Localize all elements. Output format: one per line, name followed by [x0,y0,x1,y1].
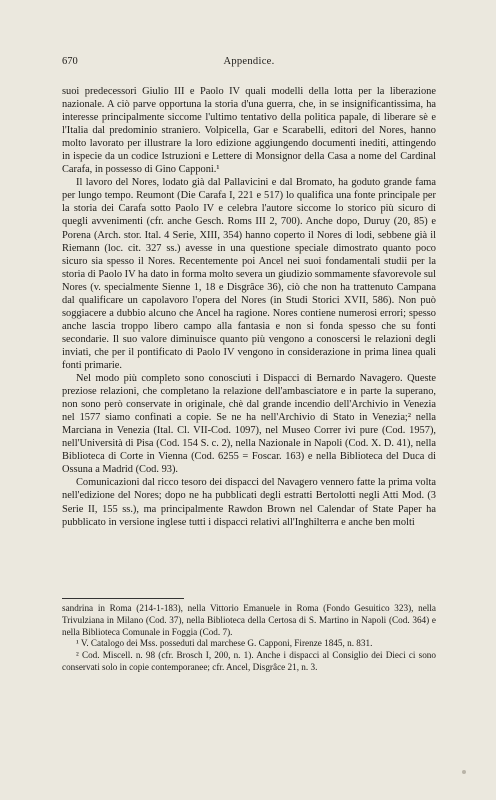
page-number: 670 [62,56,78,67]
footnote-continuation: sandrina in Roma (214-1-183), nella Vittorio Emanuele in Roma (Fondo Gesuitico 323), nella Trivulziana in Milano (Cod. 37), nella Biblioteca della Certosa di S. Martino in Napoli (Cod. 364) e nella Biblioteca Comunale in Foggia (Cod. 7). [62,603,436,637]
footnote-2: ² Cod. Miscell. n. 98 (cfr. Brosch I, 200, n. 1). Anche i dispacci al Consiglio dei Dieci ci sono conservati solo in copie contemporanee; cfr. Ancel, Disgrâce 21, n. 3. [62,650,436,672]
paper-speck [462,770,466,774]
footnote-rule [62,598,184,599]
paragraph-3: Nel modo più completo sono conosciuti i Dispacci di Bernardo Navagero. Queste preziose relazioni, che completano la relazione dell'ambasciatore e in parte la superano, non sono però conservate in originale, chè dal grande incendio dell'Archivio in Venezia nel 1577 siamo confinati a copie. Se ne ha nell'Archivio di Stato in Venezia;² nella Marciana in Venezia (Ital. Cl. VII-Cod. 1097), nel Museo Correr ivi pure (Cod. 1957), nell'Università di Pisa (Cod. 154 S. c. 2), nella Nazionale in Napoli (Cod. X. D. 41), nella Biblioteca di Corte in Vienna (Cod. 6255 = Foscar. 163) e nella Biblioteca del Duca di Ossuna a Madrid (Cod. 93). [62,373,436,476]
paragraph-1: suoi predecessori Giulio III e Paolo IV quali modelli della lotta per la liberazione nazionale. A ciò parve opportuna la storia d'una guerra, che, in se insignificantissima, ha interesse principalmente siccome l'ultimo tentativo della politica papale, di liberare sè e l'Italia dal predominio straniero. Volpicella, Gar e Scarabelli, editori del Nores, hanno molto lavorato per illustrare la loro edizione aggiungendo documenti inediti, attingendo in ispecie da un codice Istruzioni e Lettere di Monsignor della Casa a nome del Cardinal Carafa, in possesso di Gino Capponi.¹ [62,86,436,176]
page-header [62,56,436,72]
paragraph-2: Il lavoro del Nores, lodato già dal Pallavicini e dal Bromato, ha goduto grande fama per lungo tempo. Reumont (Die Carafa I, 221 e 517) lo qualifica una fonte principale per la storia dei Carafa sotto Paolo IV e celebra l'autore siccome lo storico più sicuro di quegli avvenimenti (cfr. anche Gesch. Roms III 2, 700). Anche dopo, Duruy (20, 85) e Porena (Arch. stor. Ital. 4 Serie, XIII, 354) hanno coperto il Nores di lodi, sebbene già il Riemann (loc. cit. 327 ss.) avesse in una questione speciale dimostrato quanto poco sicuro sia spesso il Nores. Recentemente poi Ancel nei suoi fondamentali studii per la storia di Paolo IV ha dato in forma molto severa un giudizio sommamente sfavorevole sul Nores (v. specialmente Sienne 1, 18 e Disgrâce 36), ciò che non ha trattenuto Campana dal qualificare un capolavoro l'opera del Nores (in Studi Storici XVII, 586). Non può soggiacere a dubbio alcuno che Ancel ha ragione. Nores contiene numerosi errori; spesso anche lascia troppo libero campo alla fantasia e non si fonda spesso che su fonti secondarie. Il suo valore diminuisce quanto più vengono a conoscersi le relazioni degli inviati, che per il pontificato di Paolo IV vengono in considerazione in prima linea quali fonti primarie. [62,177,436,371]
footnotes [62,603,436,674]
main-text [62,85,436,529]
footnote-1: ¹ V. Catalogo dei Mss. posseduti dal marchese G. Capponi, Firenze 1845, n. 831. [76,638,373,649]
running-title: Appendice. [223,56,275,67]
paragraph-4: Comunicazioni dal ricco tesoro dei dispacci del Navagero vennero fatte la prima volta nell'edizione del Nores; dopo ne ha pubblicati degli estratti Bertolotti negli Atti Mod. (3 Serie II, 155 ss.), ma principalmente Rawdon Brown nel Calendar of State Paper ha pubblicato in versione inglese tutti i dispacci relativi all'Inghilterra e anche ben molti [62,477,436,528]
